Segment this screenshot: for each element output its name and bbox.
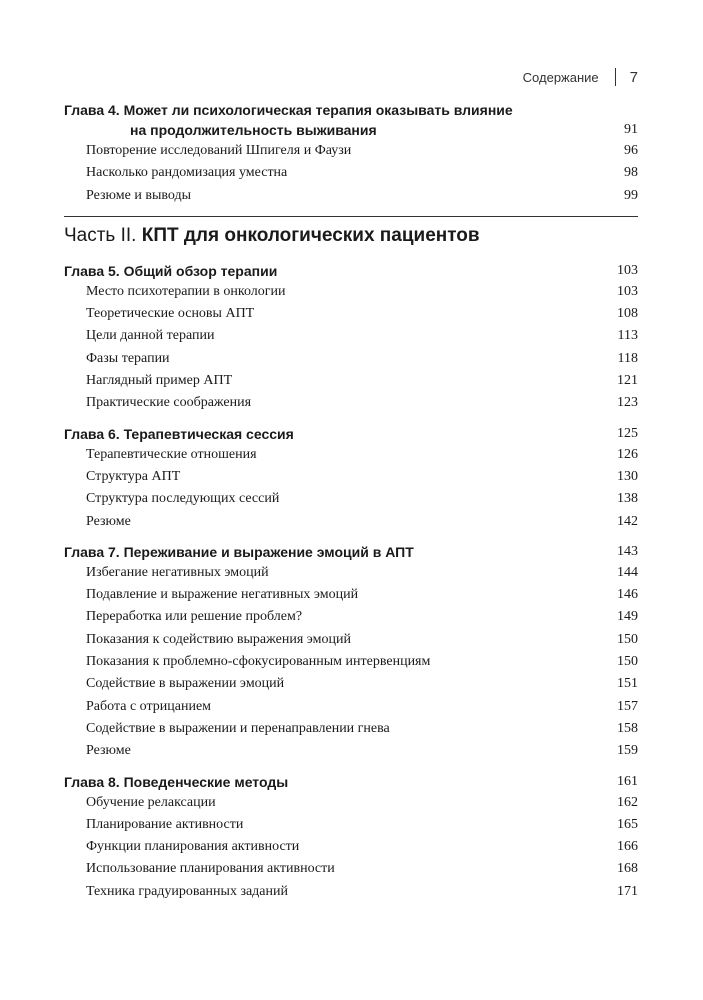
toc-entry[interactable] [64,629,638,651]
running-head [523,68,638,86]
entry-label: Показания к проблемно-сфокусированным интервенциям [86,654,431,670]
toc-entry[interactable] [64,281,638,303]
entry-label: Обучение релаксации [86,794,216,810]
toc-entry[interactable] [64,696,638,718]
chapter-5 [64,261,638,415]
chapter-title[interactable] [64,772,638,792]
entry-label: Цели данной терапии [86,328,215,344]
entry-page: 157 [617,698,638,714]
entry-page: 142 [617,513,638,529]
entry-label: Содействие в выражении эмоций [86,676,285,692]
chapter-title-text: Глава 6. Терапевтическая сессия [64,425,294,442]
toc-entry[interactable] [64,814,638,836]
chapter-title-text: Глава 8. Поведенческие методы [64,773,289,790]
chapter-title[interactable] [64,100,638,140]
toc-entry[interactable] [64,348,638,370]
chapter-title-line1: Глава 4. Может ли психологическая терапия оказывать влияние [64,102,513,118]
entry-label: Теоретические основы АПТ [86,306,255,322]
entry-label: Избегание негативных эмоций [86,564,269,580]
part-divider [64,216,638,217]
entry-label: Техника градуированных заданий [86,883,288,899]
toc-entry[interactable] [64,511,638,533]
toc-entry[interactable] [64,325,638,347]
entry-label: Место психотерапии в онкологии [86,283,286,299]
entry-label: Планирование активности [86,816,244,832]
toc-entry[interactable] [64,185,638,207]
toc-entry[interactable] [64,392,638,414]
running-head-section: Содержание [522,69,599,85]
entry-label: Структура последующих сессий [86,491,280,507]
chapter-page: 143 [617,543,638,559]
entry-page: 146 [617,587,638,603]
chapter-4 [64,100,638,207]
chapter-title-text: Глава 5. Общий обзор терапии [64,262,278,279]
entry-label: Резюме [86,513,131,529]
page-number: 7 [629,68,638,86]
entry-page: 158 [617,720,638,736]
entry-page: 150 [617,654,638,670]
chapter-title[interactable] [64,424,638,444]
part-title: КПТ для онкологических пациентов [141,224,480,246]
toc-entry[interactable] [64,792,638,814]
entry-label: Работа с отрицанием [86,698,212,714]
entry-page: 121 [617,373,638,389]
entry-page: 103 [617,283,638,299]
toc-entry[interactable] [64,162,638,184]
chapter-6 [64,424,638,533]
entry-label: Терапевтические отношения [86,446,257,462]
toc-entry[interactable] [64,466,638,488]
toc-entry[interactable] [64,488,638,510]
entry-page: 144 [617,564,638,580]
entry-page: 126 [617,446,638,462]
toc-entry[interactable] [64,370,638,392]
entry-page: 96 [624,143,638,158]
toc-entry[interactable] [64,836,638,858]
toc-entry[interactable] [64,718,638,740]
entry-label: Наглядный пример АПТ [86,373,233,389]
chapter-title[interactable] [64,261,638,281]
entry-page: 99 [624,187,638,203]
entry-page: 168 [617,861,638,877]
toc-entry[interactable] [64,584,638,606]
entry-label: Повторение исследований Шпигеля и Фаузи [86,143,352,158]
entry-label: Резюме и выводы [86,187,192,203]
part-prefix: Часть II. [64,224,137,246]
entry-page: 118 [617,350,638,366]
toc-content [64,100,638,912]
toc-entry[interactable] [64,606,638,628]
chapter-7 [64,542,638,763]
chapter-page: 103 [617,262,638,278]
running-head-divider [615,68,616,86]
entry-label: Насколько рандомизация уместна [86,165,288,181]
entry-page: 123 [617,395,638,411]
entry-label: Практические соображения [86,395,252,411]
entry-page: 166 [617,839,638,855]
toc-entry[interactable] [64,858,638,880]
entry-label: Переработка или решение проблем? [86,609,303,625]
chapter-page: 161 [617,773,638,789]
chapter-page: 125 [617,425,638,441]
entry-page: 171 [617,883,638,899]
toc-entry[interactable] [64,140,638,162]
toc-entry[interactable] [64,303,638,325]
chapter-title[interactable] [64,542,638,562]
entry-page: 130 [617,468,638,484]
chapter-8 [64,772,638,903]
entry-page: 113 [617,328,638,344]
chapter-title-line2: на продолжительность выживания [130,122,377,138]
entry-page: 138 [617,491,638,507]
entry-page: 151 [617,676,638,692]
toc-entry[interactable] [64,444,638,466]
entry-page: 162 [617,794,638,810]
toc-entry[interactable] [64,651,638,673]
entry-label: Использование планирования активности [86,861,335,877]
entry-page: 149 [617,609,638,625]
entry-label: Резюме [86,743,131,759]
toc-entry[interactable] [64,740,638,762]
entry-page: 108 [617,306,638,322]
entry-label: Подавление и выражение негативных эмоций [86,587,359,603]
entry-page: 150 [617,631,638,647]
toc-entry[interactable] [64,673,638,695]
chapter-title-text: Глава 7. Переживание и выражение эмоций в АПТ [64,543,414,560]
entry-label: Содействие в выражении и перенаправлении гнева [86,720,390,736]
toc-entry[interactable] [64,881,638,903]
part-heading[interactable] [64,223,638,249]
entry-label: Функции планирования активности [86,839,300,855]
entry-page: 165 [617,816,638,832]
chapter-page: 91 [624,122,638,137]
entry-label: Структура АПТ [86,468,181,484]
entry-label: Фазы терапии [86,350,170,366]
toc-entry[interactable] [64,562,638,584]
entry-label: Показания к содействию выражения эмоций [86,631,351,647]
entry-page: 98 [624,165,638,181]
entry-page: 159 [617,743,638,759]
